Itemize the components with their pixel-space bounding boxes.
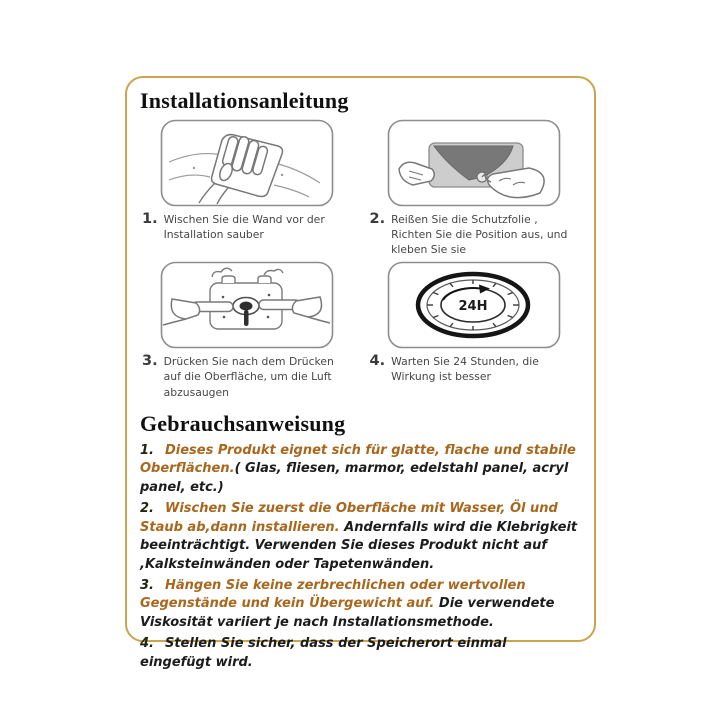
page-title: Installationsanleitung [140,88,349,113]
usage-item-highlight: Dieses Produkt eignet sich für glatte, flache und stabile Oberflächen. [140,442,576,477]
usage-item-3 [140,577,581,633]
press-surface-illustration-icon [160,261,334,349]
step-number: 3. [142,353,158,370]
usage-section-title: Gebrauchsanweisung [140,410,346,436]
usage-item-normal: Die verwendete Viskosität variiert je nach Installationsmethode. [140,596,555,631]
wait-24h-clock-illustration-icon [387,261,561,349]
usage-item-number: 4. [140,635,154,651]
usage-item-normal: ( Glas, fliesen, marmor, edelstahl panel, acryl panel, etc.) [140,461,569,496]
step-caption [368,212,582,257]
step-number: 2. [369,211,386,227]
step-text: Wischen Sie die Wand vor der Installation sauber [163,213,325,242]
usage-item-highlight: Hängen Sie keine zerbrechlichen oder wertvollen Gegenstände und kein Übergewicht auf. [140,577,526,612]
instruction-sheet [125,76,596,670]
step-caption [368,354,582,384]
step-number: 4. [369,353,386,370]
usage-list [140,442,581,673]
step-text: Warten Sie 24 Stunden, die Wirkung ist besser [391,355,539,384]
usage-item-4 [140,635,581,672]
wipe-wall-illustration-icon [160,119,334,207]
clock-24h-label: 24H [458,299,488,315]
usage-item-2 [140,500,581,575]
step-number: 1. [142,211,158,227]
installation-step-1 [140,119,354,257]
installation-steps [140,119,581,400]
step-text: Drücken Sie nach dem Drücken auf die Oberfläche, um die Luft abzusaugen [163,355,334,399]
usage-item-number: 2. [140,500,154,516]
step-text: Reißen Sie die Schutzfolie , Richten Sie die Position aus, und kleben Sie sie [391,213,568,257]
usage-item-number: 3. [140,577,154,593]
usage-item-normal: Stellen Sie sicher, dass der Speicherort einmal eingefügt wird. [140,635,507,670]
usage-item-1 [140,442,581,498]
installation-step-4 [368,261,582,399]
step-caption [140,212,354,242]
peel-film-illustration-icon [387,119,561,207]
step-caption [140,354,354,399]
installation-step-3 [140,261,354,399]
installation-step-2 [368,119,582,257]
usage-item-number: 1. [140,442,154,458]
usage-item-normal: Andernfalls wird die Klebrigkeit beeinträchtigt. Verwenden Sie dieses Produkt nicht auf ,Kalksteinwänden oder Tapetenwänden. [140,519,578,572]
usage-item-highlight: Wischen Sie zuerst die Oberfläche mit Wasser, Öl und Staub ab,dann installieren. [140,500,558,535]
